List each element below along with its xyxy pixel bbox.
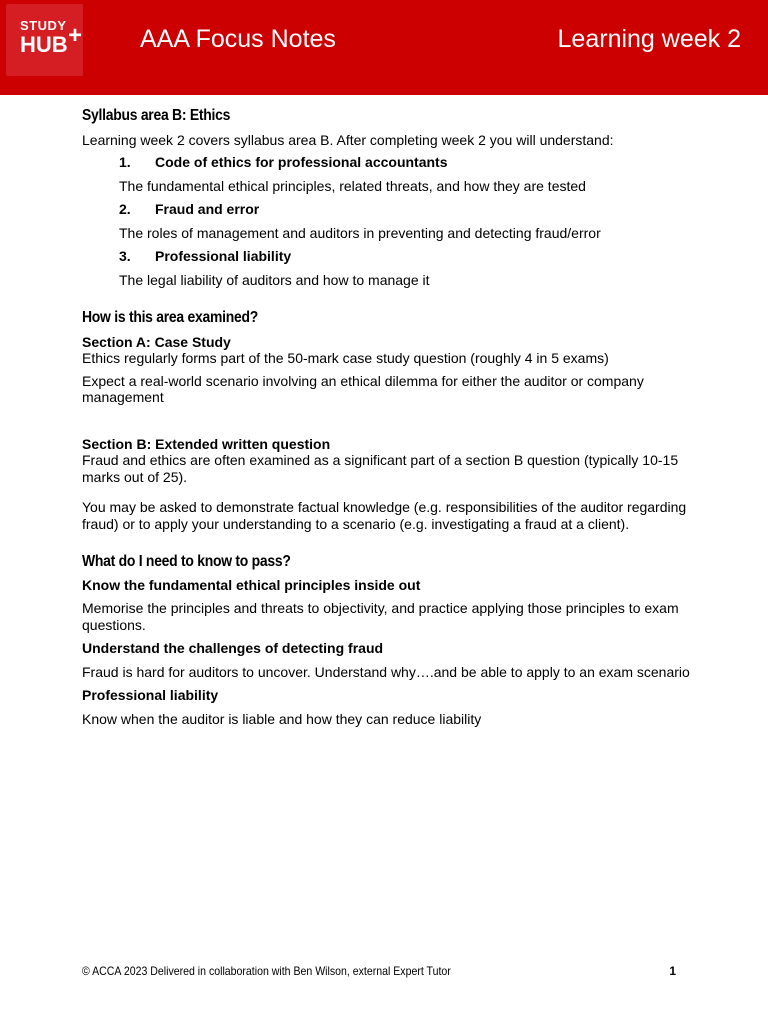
studyhub-logo	[6, 4, 83, 76]
section-a-title: Section A: Case Study	[82, 333, 231, 350]
pass-item-title: Know the fundamental ethical principles inside out	[82, 576, 421, 593]
logo-top-text: STUDY	[20, 18, 67, 33]
item-number: 2.	[119, 201, 131, 217]
item-description: The fundamental ethical principles, related threats, and how they are tested	[119, 177, 586, 194]
page-header	[0, 0, 768, 95]
item-number: 3.	[119, 248, 131, 264]
item-description: The roles of management and auditors in preventing and detecting fraud/error	[119, 224, 601, 241]
pass-item-description: Fraud is hard for auditors to uncover. Understand why….and be able to apply to an exam scenario	[82, 663, 690, 680]
section-a-paragraph: Expect a real-world scenario involving an ethical dilemma for either the auditor or company management	[82, 372, 644, 405]
section-a-paragraph: Ethics regularly forms part of the 50-mark case study question (roughly 4 in 5 exams)	[82, 350, 609, 366]
item-title: Code of ethics for professional accountants	[155, 154, 448, 170]
syllabus-heading: Syllabus area B: Ethics	[82, 107, 231, 124]
examined-heading: How is this area examined?	[82, 309, 258, 326]
pass-item-title: Understand the challenges of detecting fraud	[82, 640, 384, 656]
pass-item-description: Memorise the principles and threats to objectivity, and practice applying those principles to exam questions.	[82, 600, 679, 633]
logo-bottom-text: HUB	[20, 32, 68, 57]
item-description: The legal liability of auditors and how to manage it	[119, 271, 430, 288]
item-title: Professional liability	[155, 248, 292, 264]
syllabus-item	[82, 154, 702, 171]
logo-plus-icon: +	[68, 22, 83, 49]
page-number: 1	[669, 964, 676, 978]
syllabus-item	[82, 248, 702, 265]
section-b-paragraph: You may be asked to demonstrate factual knowledge (e.g. responsibilities of the auditor regarding fraud) or to apply your understanding to a scenario (e.g. investigating a fraud at a client).	[82, 499, 687, 532]
page-content	[82, 108, 702, 727]
syllabus-item	[82, 201, 702, 218]
syllabus-intro: Learning week 2 covers syllabus area B. After completing week 2 you will understand:	[82, 131, 614, 148]
section-b-title: Section B: Extended written question	[82, 435, 331, 452]
item-number: 1.	[119, 154, 131, 170]
page-footer	[82, 964, 676, 982]
pass-heading: What do I need to know to pass?	[82, 553, 291, 570]
document-title: AAA Focus Notes	[140, 25, 336, 53]
pass-item-title: Professional liability	[82, 687, 219, 703]
pass-item-description: Know when the auditor is liable and how they can reduce liability	[82, 710, 482, 727]
copyright-text: © ACCA 2023 Delivered in collaboration with Ben Wilson, external Expert Tutor	[82, 964, 451, 978]
learning-week-label: Learning week 2	[557, 25, 741, 53]
section-b-paragraph: Fraud and ethics are often examined as a significant part of a section B question (typically 10-15 marks out of 25).	[82, 452, 679, 485]
item-title: Fraud and error	[155, 201, 260, 217]
